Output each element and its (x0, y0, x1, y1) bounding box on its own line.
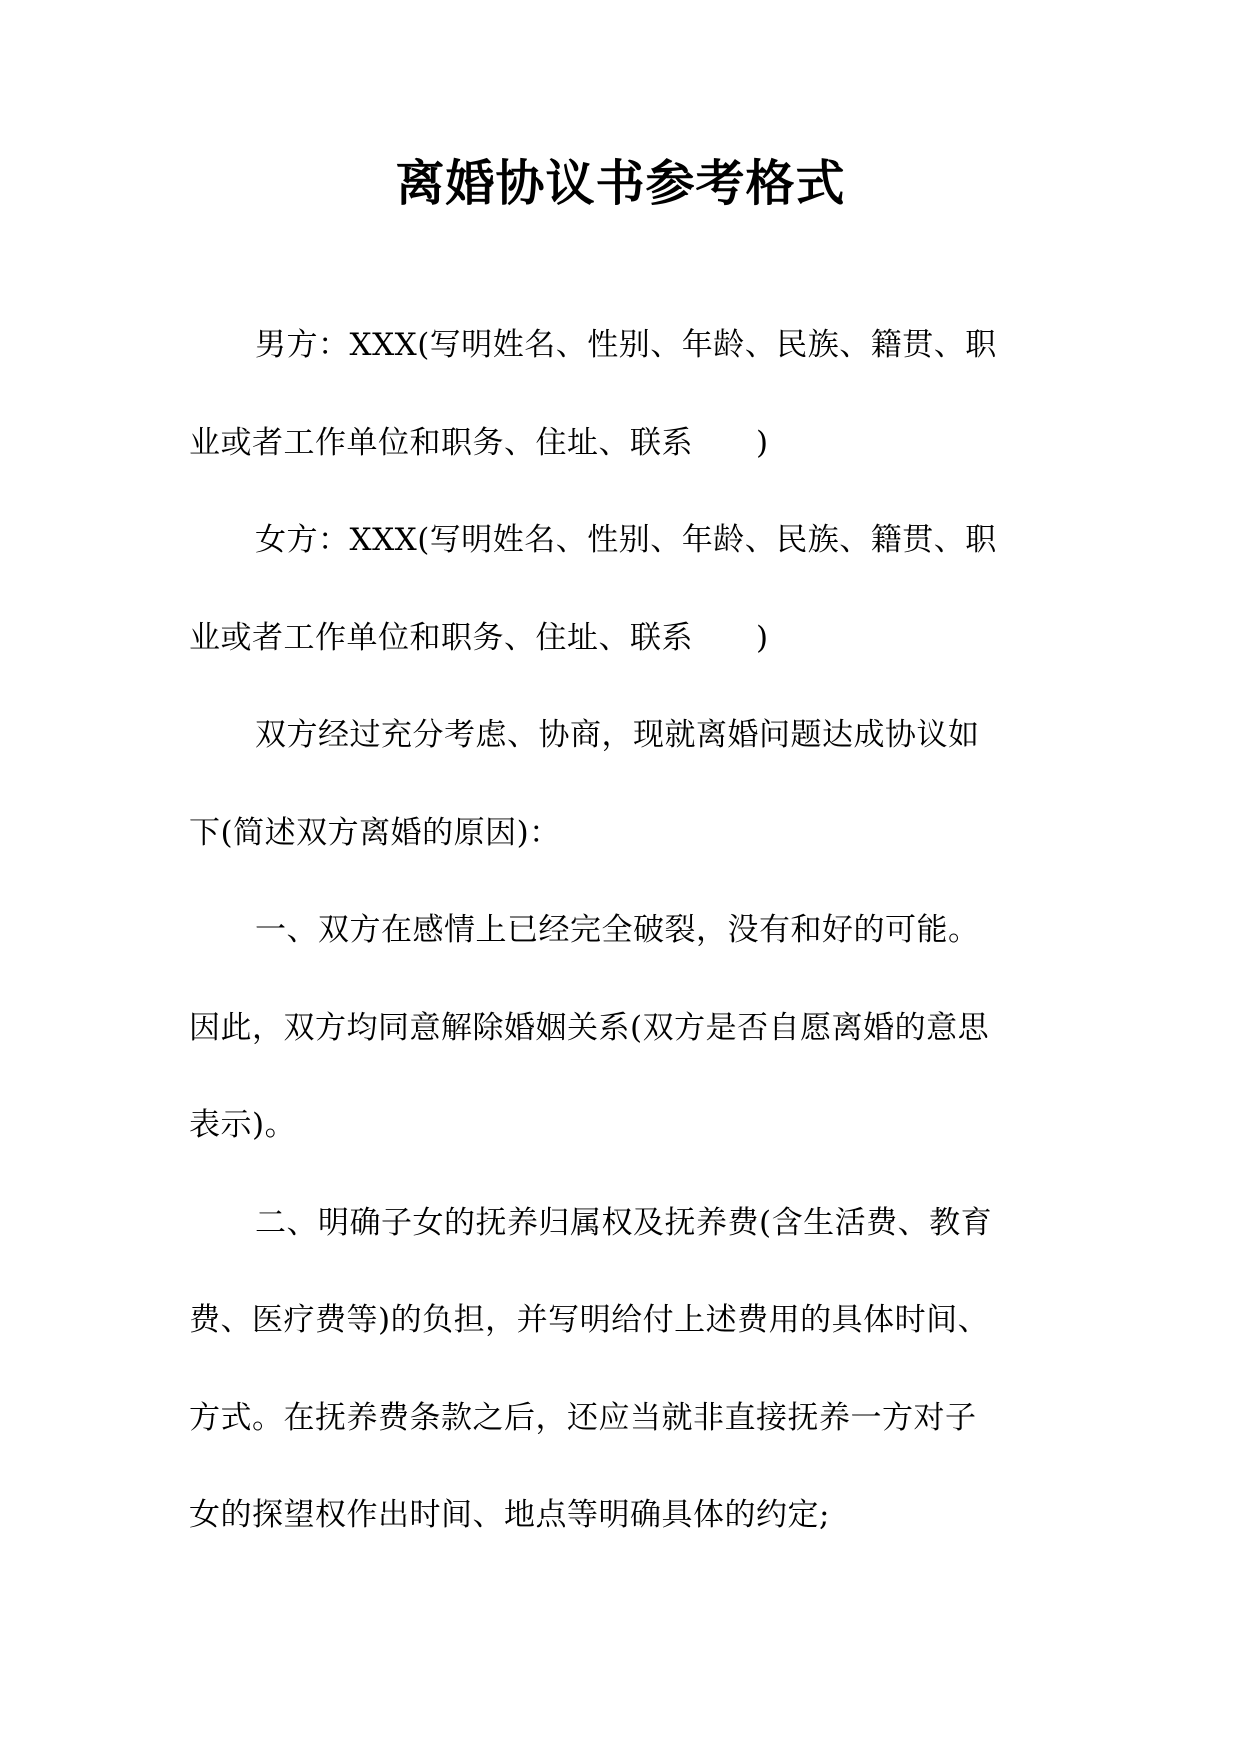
paragraph-clause-one (189, 882, 1041, 1175)
paragraph-line: 表示)。 (189, 1107, 297, 1143)
paragraph-line: 业或者工作单位和职务、住址、联系 ) (189, 424, 769, 461)
paragraph-line: 女的探望权作出时间、地点等明确具体的约定; (189, 1497, 830, 1533)
paragraph-line: 因此，双方均同意解除婚姻关系(双方是否自愿离婚的意思 (189, 1009, 990, 1046)
paragraph-line: 双方经过充分考虑、协商，现就离婚问题达成协议如 (255, 717, 980, 753)
paragraph-agreement-intro (189, 687, 1041, 882)
paragraph-female-party (189, 492, 1041, 687)
paragraph-line: 男方：XXX(写明姓名、性别、年龄、民族、籍贯、职 (255, 327, 997, 363)
paragraph-line: 费、医疗费等)的负担，并写明给付上述费用的具体时间、 (189, 1302, 990, 1338)
paragraph-clause-two (189, 1175, 1041, 1565)
paragraph-line: 方式。在抚养费条款之后，还应当就非直接抚养一方对子 (189, 1399, 977, 1436)
paragraph-line: 女方：XXX(写明姓名、性别、年龄、民族、籍贯、职 (255, 522, 997, 558)
paragraph-line: 一、双方在感情上已经完全破裂，没有和好的可能。 (255, 912, 980, 948)
paragraph-male-party (189, 297, 1041, 492)
document-title: 离婚协议书参考格式 (395, 155, 846, 212)
paragraph-line: 下(简述双方离婚的原因)： (189, 814, 561, 851)
paragraph-line: 业或者工作单位和职务、住址、联系 ) (189, 619, 769, 656)
paragraph-line: 二、明确子女的抚养归属权及抚养费(含生活费、教育 (255, 1204, 993, 1241)
document-body (189, 297, 1041, 1565)
